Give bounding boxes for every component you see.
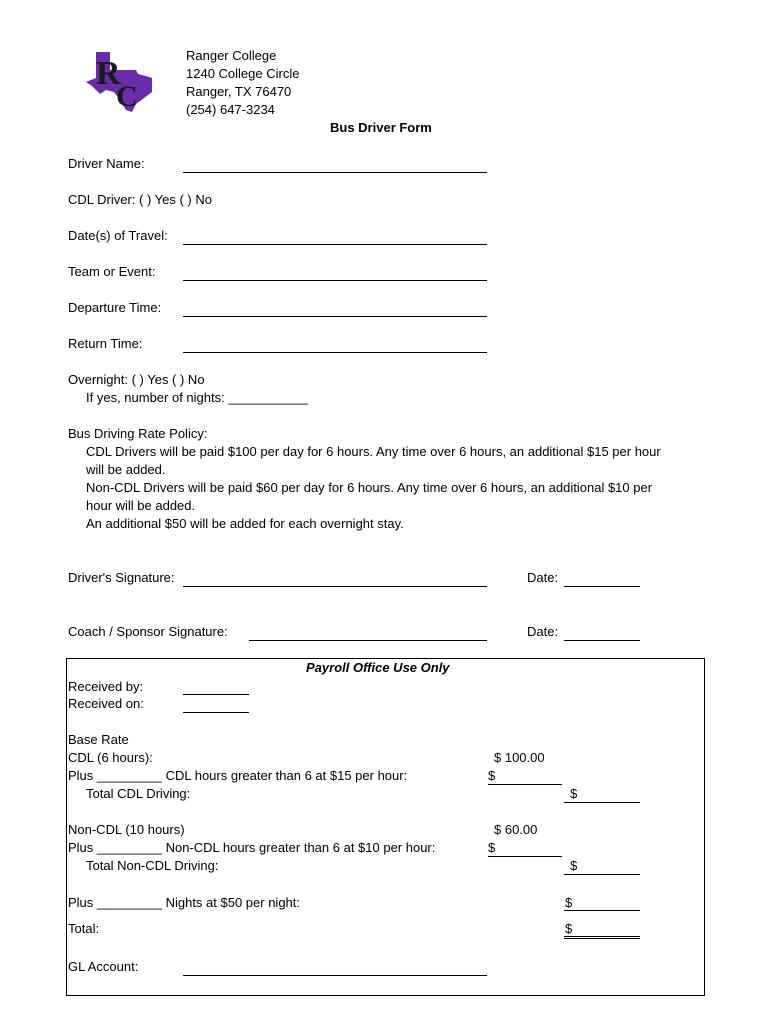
noncdl-10-hours-amount: $ 60.00: [494, 822, 538, 837]
address-line-2: Ranger, TX 76470: [186, 84, 292, 99]
driver-name-label: Driver Name:: [68, 156, 145, 171]
dates-of-travel-label: Date(s) of Travel:: [68, 228, 168, 243]
received-by-label: Received by:: [68, 679, 144, 694]
policy-noncdl-line-2: hour will be added.: [86, 498, 196, 513]
total-dollar: $: [565, 921, 573, 936]
return-time-field[interactable]: [183, 352, 487, 353]
cdl-driver-options[interactable]: CDL Driver: ( ) Yes ( ) No: [68, 192, 212, 207]
departure-time-label: Departure Time:: [68, 300, 162, 315]
coach-signature-field[interactable]: [249, 640, 487, 641]
policy-heading: Bus Driving Rate Policy:: [68, 426, 208, 441]
texas-rc-logo-icon: [82, 48, 162, 114]
total-noncdl-dollar: $: [570, 858, 578, 873]
policy-overnight-line: An additional $50 will be added for each overnight stay.: [86, 516, 404, 531]
driver-date-field[interactable]: [564, 586, 640, 587]
departure-time-field[interactable]: [183, 316, 487, 317]
policy-cdl-line-2: will be added.: [86, 462, 166, 477]
policy-noncdl-line-1: Non-CDL Drivers will be paid $60 per day for 6 hours. Any time over 6 hours, an additional $10 per: [86, 480, 653, 495]
nights-amount-field[interactable]: [564, 910, 640, 911]
overnight-options[interactable]: Overnight: ( ) Yes ( ) No: [68, 372, 205, 387]
total-amount-field[interactable]: [564, 936, 640, 939]
driver-date-label: Date:: [527, 570, 559, 585]
total-cdl-dollar: $: [570, 786, 578, 801]
gl-account-field[interactable]: [183, 975, 487, 976]
policy-cdl-line-1: CDL Drivers will be paid $100 per day for 6 hours. Any time over 6 hours, an additional $15 per hour: [86, 444, 661, 459]
total-cdl-field[interactable]: [564, 802, 640, 803]
coach-date-label: Date:: [527, 624, 559, 639]
driver-name-field[interactable]: [183, 172, 487, 173]
driver-signature-label: Driver's Signature:: [68, 570, 175, 585]
cdl-extra-amount-field[interactable]: [488, 784, 562, 785]
address-line-1: 1240 College Circle: [186, 66, 300, 81]
phone-number: (254) 647-3234: [186, 102, 275, 117]
total-noncdl-field[interactable]: [564, 874, 640, 875]
svg-text:R: R: [96, 55, 121, 92]
noncdl-extra-amount-field[interactable]: [488, 856, 562, 857]
coach-signature-label: Coach / Sponsor Signature:: [68, 624, 228, 639]
org-name: Ranger College: [186, 48, 277, 63]
gl-account-label: GL Account:: [68, 959, 139, 974]
cdl-extra-hours-row[interactable]: Plus _________ CDL hours greater than 6 at $15 per hour:: [68, 768, 408, 783]
noncdl-extra-hours-row[interactable]: Plus _________ Non-CDL hours greater than 6 at $10 per hour:: [68, 840, 436, 855]
nights-row[interactable]: Plus _________ Nights at $50 per night:: [68, 895, 301, 910]
cdl-6-hours-amount: $ 100.00: [494, 750, 545, 765]
noncdl-extra-dollar: $: [488, 840, 496, 855]
nights-count-field[interactable]: If yes, number of nights: ___________: [86, 390, 308, 405]
noncdl-10-hours-label: Non-CDL (10 hours): [68, 822, 185, 837]
total-noncdl-label: Total Non-CDL Driving:: [86, 858, 219, 873]
team-or-event-label: Team or Event:: [68, 264, 156, 279]
base-rate-label: Base Rate: [68, 732, 129, 747]
total-label: Total:: [68, 921, 100, 936]
nights-dollar: $: [565, 895, 573, 910]
return-time-label: Return Time:: [68, 336, 143, 351]
svg-text:C: C: [116, 80, 138, 113]
coach-date-field[interactable]: [564, 640, 640, 641]
received-by-field[interactable]: [183, 694, 249, 695]
ranger-college-logo: [82, 48, 162, 114]
form-title: Bus Driver Form: [330, 120, 432, 135]
dates-of-travel-field[interactable]: [183, 244, 487, 245]
cdl-6-hours-label: CDL (6 hours):: [68, 750, 153, 765]
driver-signature-field[interactable]: [183, 586, 487, 587]
received-on-field[interactable]: [183, 712, 249, 713]
payroll-title: Payroll Office Use Only: [306, 660, 450, 675]
cdl-extra-dollar: $: [488, 768, 496, 783]
team-or-event-field[interactable]: [183, 280, 487, 281]
received-on-label: Received on:: [68, 696, 144, 711]
total-cdl-label: Total CDL Driving:: [86, 786, 191, 801]
